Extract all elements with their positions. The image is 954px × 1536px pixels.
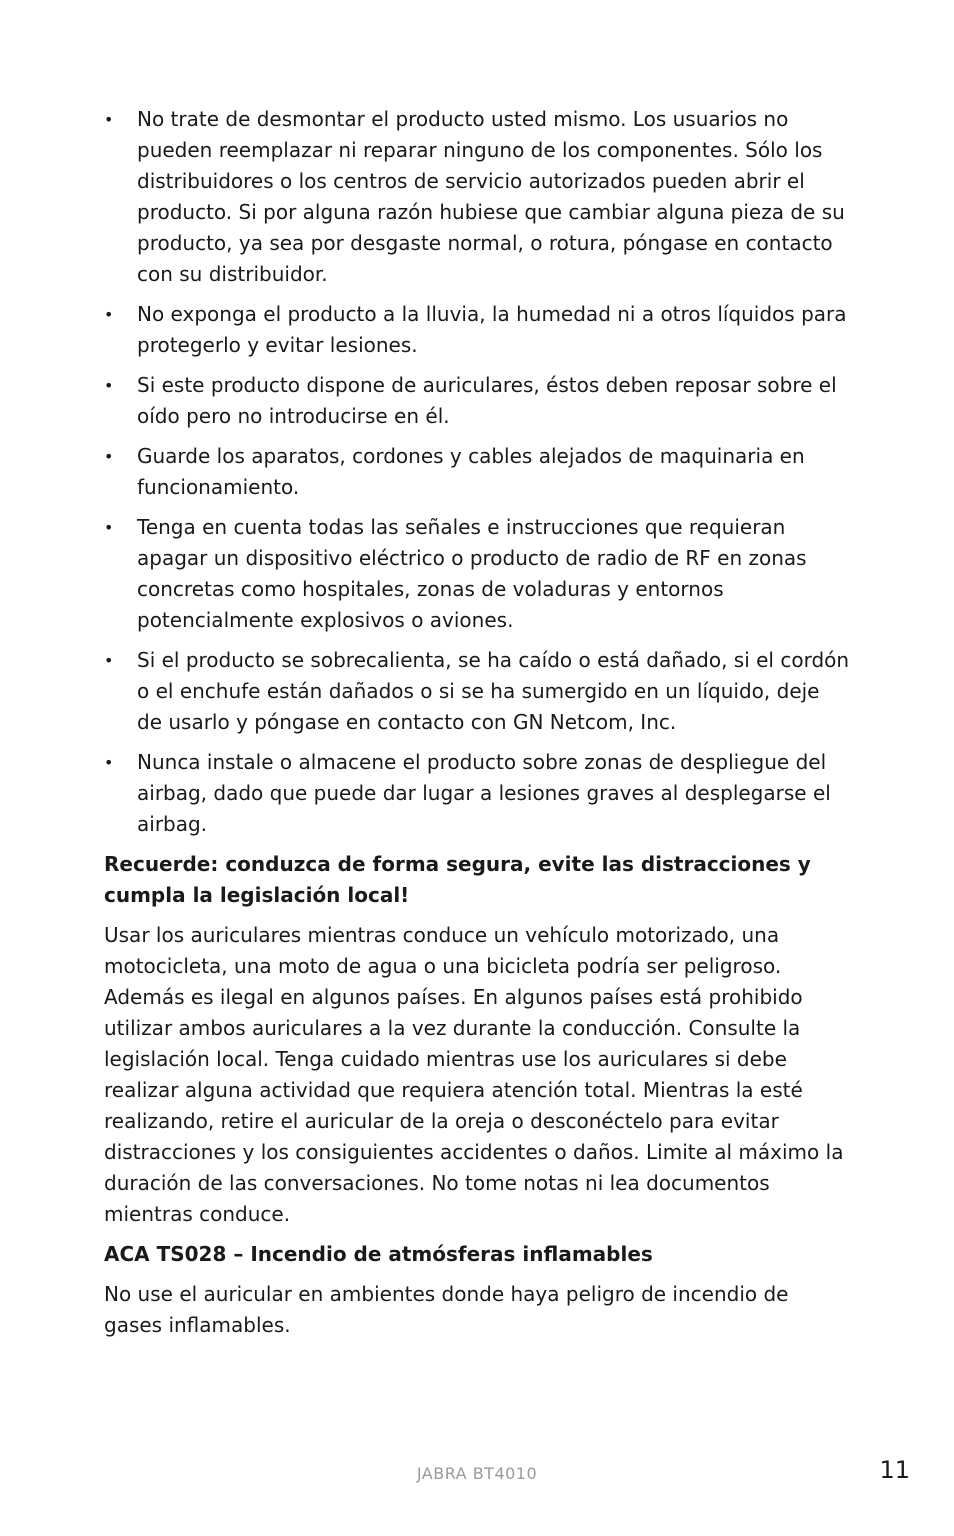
section-heading-flammable: ACA TS028 – Incendio de atmósferas inflamables [104,1242,653,1266]
bullet-text: No exponga el producto a la lluvia, la humedad ni a otros líquidos para protegerlo y evitar lesiones. [137,302,847,357]
bullet-text: Si este producto dispone de auriculares, éstos deben reposar sobre el oído pero no introducirse en él. [137,373,837,428]
bullet-text: Si el producto se sobrecalienta, se ha caído o está dañado, si el cordón o el enchufe están dañados o si se ha sumergido en un líquido, deje de usarlo y póngase en contacto con GN Netcom, Inc. [137,648,850,734]
page-content [104,104,850,1350]
bullet-text: Guarde los aparatos, cordones y cables alejados de maquinaria en funcionamiento. [137,444,805,499]
bullet-text: Nunca instale o almacene el producto sobre zonas de despliegue del airbag, dado que puede dar lugar a lesiones graves al desplegarse el airbag. [137,750,831,836]
bullet-item [104,104,850,290]
footer-brand: JABRA BT4010 [416,1464,538,1483]
safety-bullet-list [104,104,850,840]
bullet-marker: • [104,447,114,466]
bullet-item [104,645,850,738]
bullet-marker: • [104,376,114,395]
section-body-flammable: No use el auricular en ambientes donde haya peligro de incendio de gases inflamables. [104,1282,789,1337]
bullet-marker: • [104,518,114,537]
bullet-item [104,370,850,432]
bullet-marker: • [104,651,114,670]
bullet-marker: • [104,305,114,324]
page-number: 11 [879,1456,910,1484]
bullet-item [104,299,850,361]
bullet-text: Tenga en cuenta todas las señales e instrucciones que requieran apagar un dispositivo eléctrico o producto de radio de RF en zonas concretas como hospitales, zonas de voladuras y entornos potencialmente explosivos o aviones. [137,515,807,632]
bullet-marker: • [104,110,114,129]
bullet-item [104,441,850,503]
bullet-text: No trate de desmontar el producto usted mismo. Los usuarios no pueden reemplazar ni reparar ninguno de los componentes. Sólo los distribuidores o los centros de servicio autorizados pueden abrir el producto. Si por alguna razón hubiese que cambiar alguna pieza de su producto, ya sea por desgaste normal, o rotura, póngase en contacto con su distribuidor. [137,107,845,286]
bullet-marker: • [104,753,114,772]
bullet-item [104,512,850,636]
section-body-drive-safely: Usar los auriculares mientras conduce un vehículo motorizado, una motocicleta, una moto de agua o una bicicleta podría ser peligroso. Además es ilegal en algunos países. En algunos países está prohibido utilizar ambos auriculares a la vez durante la conducción. Consulte la legislación local. Tenga cuidado mientras use los auriculares si debe realizar alguna actividad que requiera atención total. Mientras la esté realizando, retire el auricular de la oreja o desconéctelo para evitar distracciones y los consiguientes accidentes o daños. Limite al máximo la duración de las conversaciones. No tome notas ni lea documentos mientras conduce. [104,923,844,1226]
section-heading-drive-safely: Recuerde: conduzca de forma segura, evite las distracciones y cumpla la legislación local! [104,852,811,907]
bullet-item [104,747,850,840]
